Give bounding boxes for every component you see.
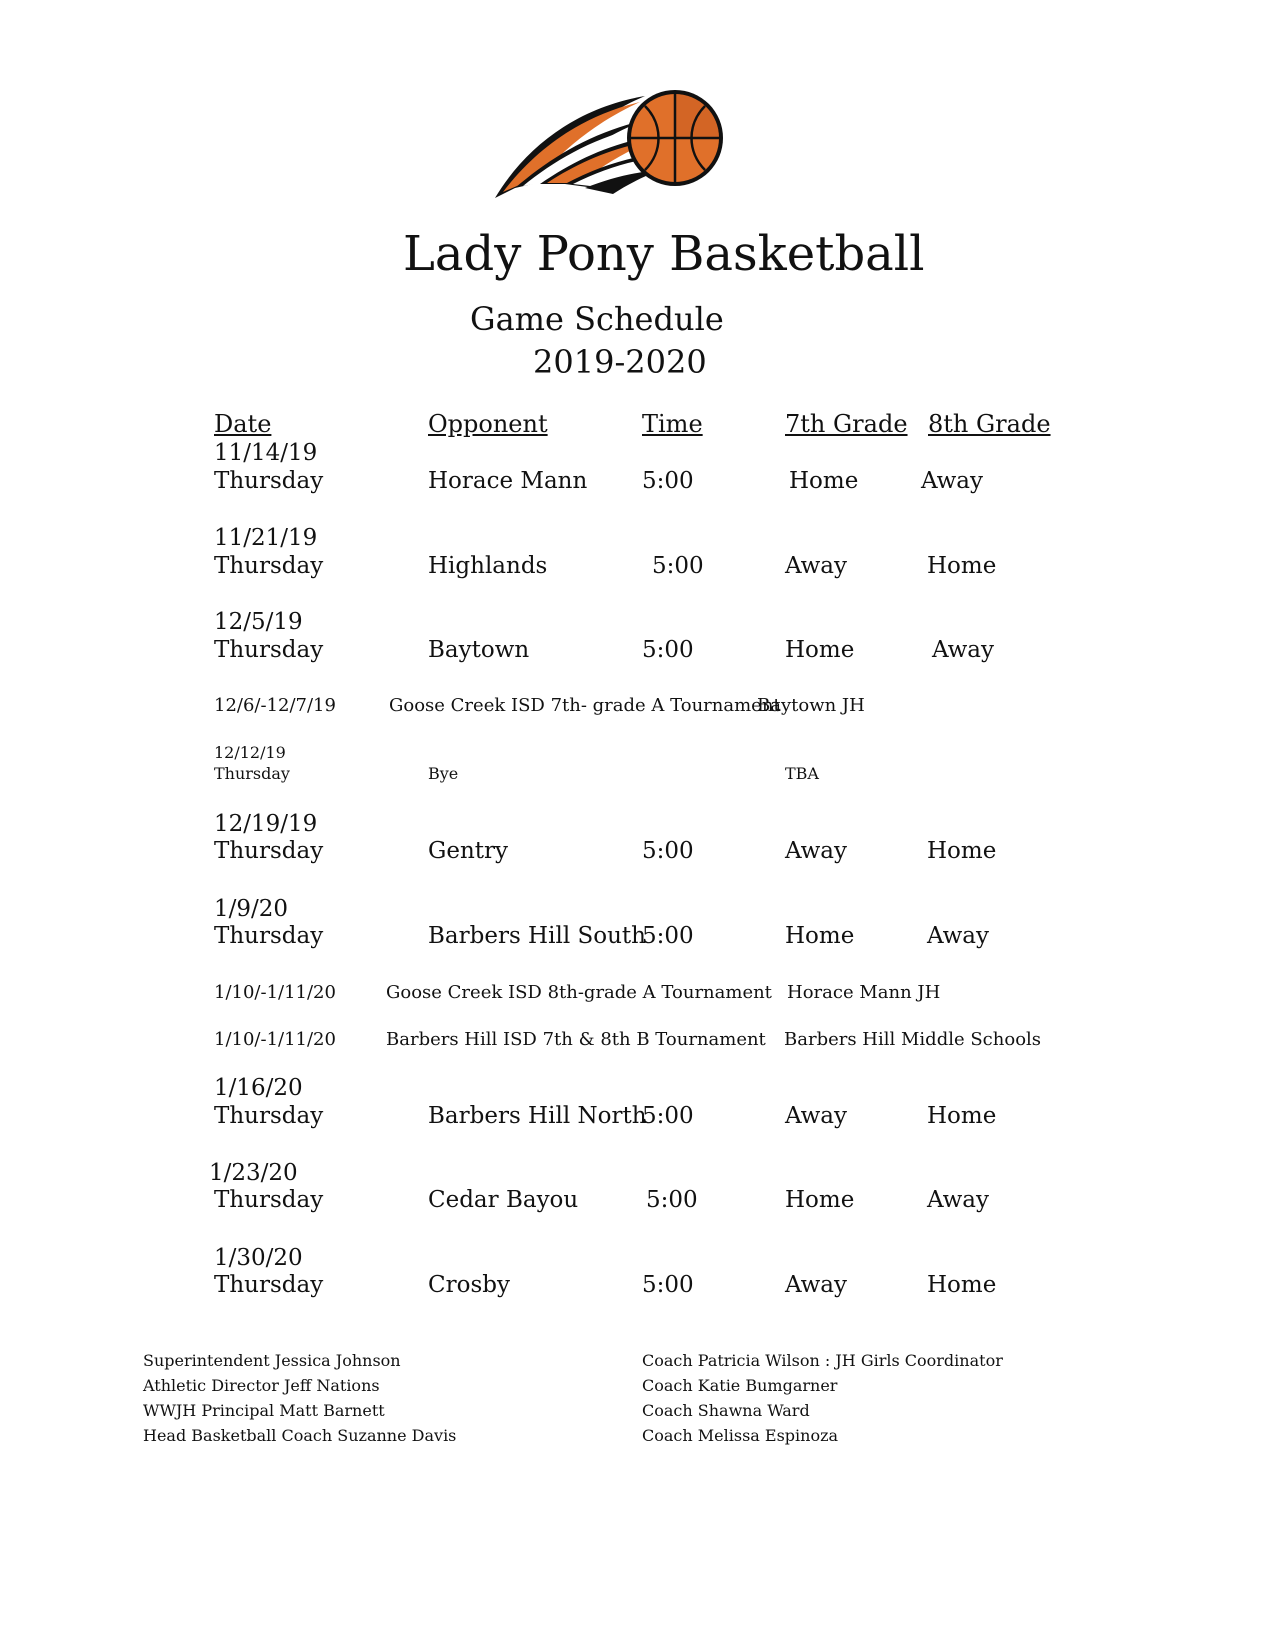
tournament-location: Baytown JH (757, 695, 865, 716)
schedule-time: 5:00 (642, 1103, 694, 1129)
schedule-8th-location: Home (927, 553, 997, 579)
schedule-date: 11/14/19 (214, 440, 318, 466)
page-subtitle: Game Schedule (470, 300, 724, 338)
schedule-7th-location: Home (789, 468, 859, 494)
schedule-date: 11/21/19 (214, 525, 318, 551)
schedule-time: 5:00 (652, 553, 704, 579)
coach-listing: Coach Melissa Espinoza (642, 1426, 839, 1445)
schedule-7th-location: Away (785, 1272, 847, 1298)
column-header-time: Time (642, 410, 703, 438)
schedule-day: Thursday (214, 553, 324, 579)
schedule-location: TBA (785, 764, 819, 783)
schedule-7th-location: Home (785, 1187, 855, 1213)
schedule-opponent: Horace Mann (428, 468, 588, 494)
coach-listing: Coach Shawna Ward (642, 1401, 810, 1420)
basketball-logo (495, 88, 745, 213)
schedule-8th-location: Away (921, 468, 983, 494)
schedule-date: 1/9/20 (214, 896, 289, 922)
schedule-7th-location: Home (785, 637, 855, 663)
schedule-time: 5:00 (642, 468, 694, 494)
column-header-7th-grade: 7th Grade (785, 410, 908, 438)
schedule-8th-location: Home (927, 838, 997, 864)
schedule-opponent: Crosby (428, 1272, 510, 1298)
schedule-time: 5:00 (642, 923, 694, 949)
schedule-time: 5:00 (642, 838, 694, 864)
staff-listing: WWJH Principal Matt Barnett (143, 1401, 385, 1420)
schedule-7th-location: Away (785, 838, 847, 864)
schedule-8th-location: Away (927, 1187, 989, 1213)
schedule-day: Thursday (214, 468, 324, 494)
schedule-opponent: Barbers Hill North (428, 1103, 647, 1129)
schedule-date: 12/19/19 (214, 811, 318, 837)
schedule-day: Thursday (214, 923, 324, 949)
schedule-date: 1/30/20 (214, 1245, 303, 1271)
staff-listing: Head Basketball Coach Suzanne Davis (143, 1426, 457, 1445)
basketball-icon (627, 90, 723, 186)
tournament-date: 12/6/-12/7/19 (214, 695, 336, 716)
schedule-day: Thursday (214, 1272, 324, 1298)
tournament-name: Goose Creek ISD 8th-grade A Tournament (386, 982, 772, 1003)
column-header-date: Date (214, 410, 272, 438)
coach-listing: Coach Katie Bumgarner (642, 1376, 838, 1395)
schedule-opponent: Highlands (428, 553, 548, 579)
schedule-opponent: Barbers Hill South (428, 923, 646, 949)
schedule-8th-location: Home (927, 1103, 997, 1129)
schedule-opponent: Bye (428, 764, 459, 783)
coach-listing: Coach Patricia Wilson : JH Girls Coordinator (642, 1351, 1003, 1370)
schedule-7th-location: Home (785, 923, 855, 949)
page-title: Lady Pony Basketball (403, 226, 925, 282)
tournament-date: 1/10/-1/11/20 (214, 1029, 336, 1050)
schedule-time: 5:00 (642, 637, 694, 663)
tournament-name: Barbers Hill ISD 7th & 8th B Tournament (386, 1029, 766, 1050)
schedule-8th-location: Home (927, 1272, 997, 1298)
schedule-8th-location: Away (927, 923, 989, 949)
tournament-name: Goose Creek ISD 7th- grade A Tournament (389, 695, 781, 716)
schedule-day: Thursday (214, 838, 324, 864)
staff-listing: Superintendent Jessica Johnson (143, 1351, 401, 1370)
schedule-day: Thursday (214, 764, 290, 783)
tournament-location: Barbers Hill Middle Schools (784, 1029, 1042, 1050)
schedule-date: 12/5/19 (214, 609, 303, 635)
tournament-location: Horace Mann JH (787, 982, 941, 1003)
schedule-time: 5:00 (646, 1187, 698, 1213)
schedule-time: 5:00 (642, 1272, 694, 1298)
schedule-date: 1/16/20 (214, 1075, 303, 1101)
schedule-opponent: Baytown (428, 637, 530, 663)
schedule-opponent: Gentry (428, 838, 509, 864)
schedule-7th-location: Away (785, 553, 847, 579)
schedule-day: Thursday (214, 1103, 324, 1129)
column-header-opponent: Opponent (428, 410, 548, 438)
schedule-date: 12/12/19 (214, 743, 286, 762)
tournament-date: 1/10/-1/11/20 (214, 982, 336, 1003)
schedule-8th-location: Away (932, 637, 994, 663)
schedule-date: 1/23/20 (209, 1160, 298, 1186)
schedule-day: Thursday (214, 637, 324, 663)
schedule-opponent: Cedar Bayou (428, 1187, 579, 1213)
schedule-day: Thursday (214, 1187, 324, 1213)
column-header-8th-grade: 8th Grade (928, 410, 1051, 438)
season-label: 2019-2020 (533, 343, 707, 381)
schedule-7th-location: Away (785, 1103, 847, 1129)
staff-listing: Athletic Director Jeff Nations (143, 1376, 380, 1395)
